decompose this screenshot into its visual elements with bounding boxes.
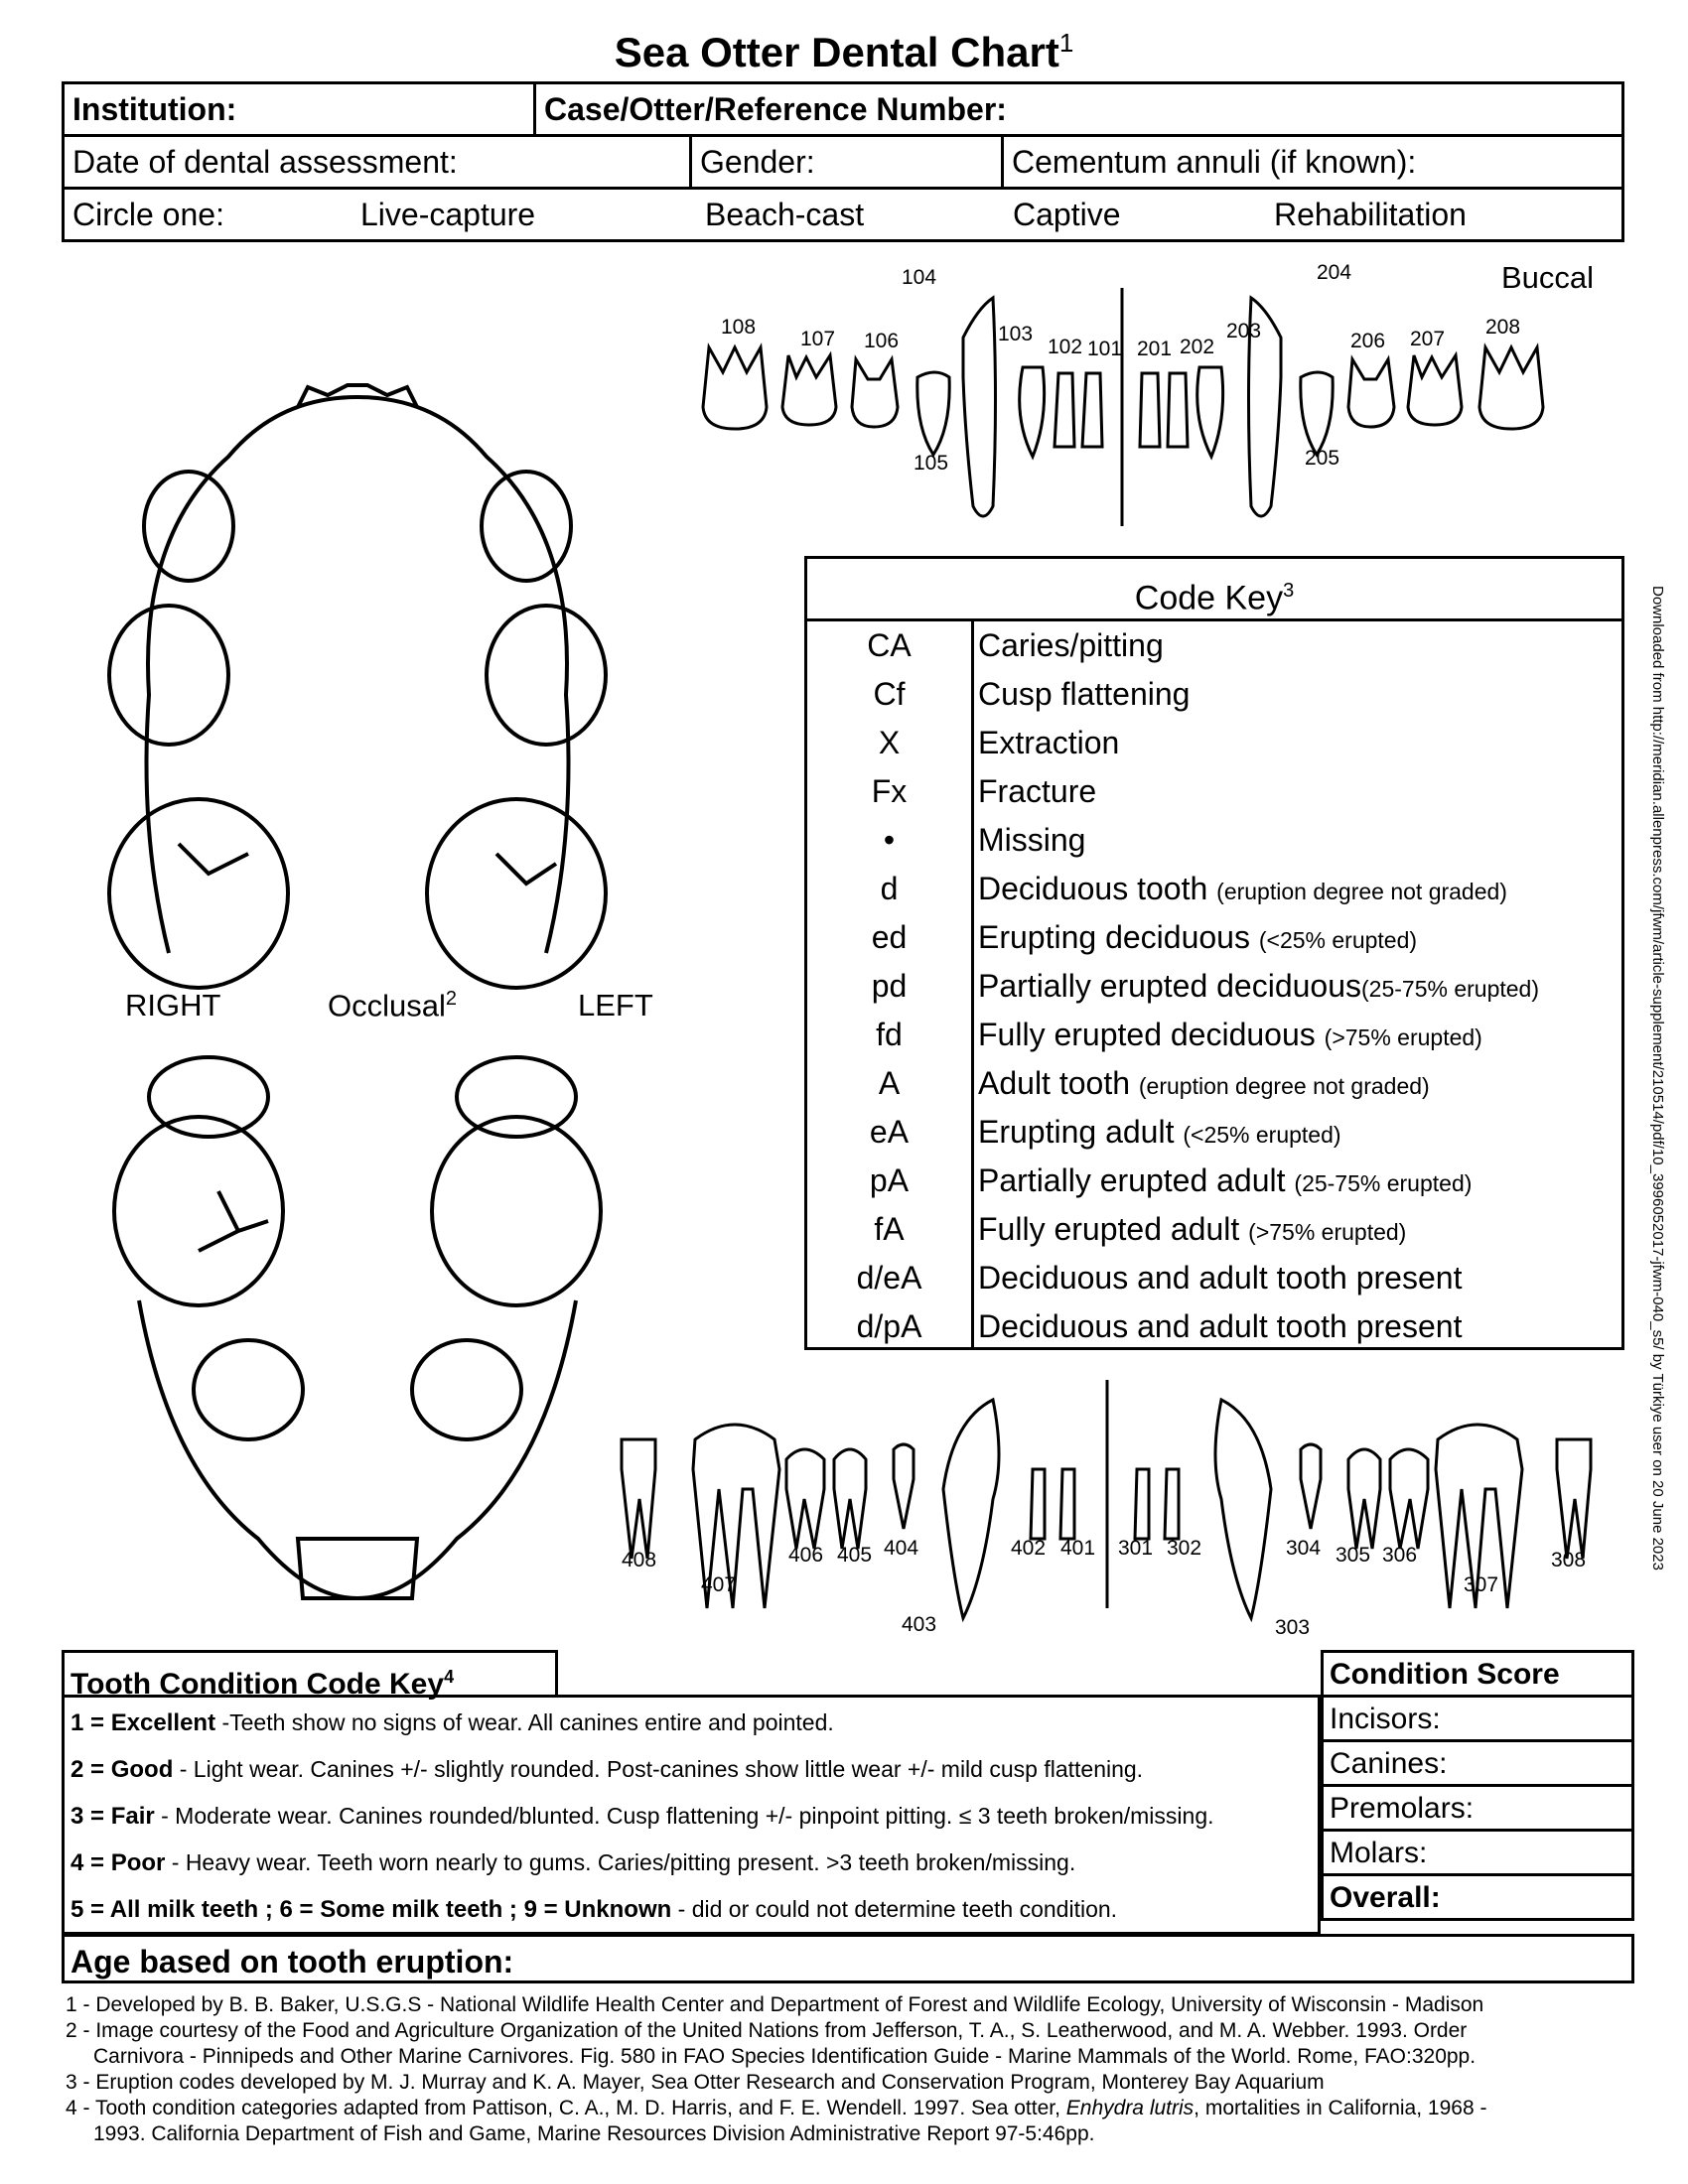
condition-score-table <box>1321 1650 1634 1921</box>
tooth-407: 407 <box>701 1573 737 1596</box>
page-title: Sea Otter Dental Chart$^1$ <box>614 28 1074 75</box>
tooth-103: 103 <box>998 323 1034 345</box>
header-row-1 <box>62 81 1624 137</box>
code-row: d Deciduous tooth (eruption degree not graded) <box>880 871 1507 906</box>
code-row: A Adult tooth (eruption degree not graded) <box>878 1065 1430 1101</box>
tooth-405: 405 <box>837 1544 873 1567</box>
code-row: d/eA Deciduous and adult tooth present <box>856 1260 1463 1296</box>
footnote-4-cont: 1993. California Department of Fish and Game, Marine Resources Division Administrative Report 97-5:46pp. <box>93 2122 1095 2145</box>
condition-line: 2 = Good - Light wear. Canines +/- slightly rounded. Post-canines show little wear +/- mild cusp flattening. <box>70 1756 1144 1783</box>
code-row: CA Caries/pitting <box>867 627 1164 663</box>
option-beach-cast[interactable]: Beach-cast <box>705 197 865 232</box>
circle-one-label: Circle one: <box>72 197 224 232</box>
tooth-condition-body <box>62 1695 1321 1935</box>
tooth-401: 401 <box>1060 1537 1096 1560</box>
age-field[interactable]: Age based on tooth eruption: <box>62 1934 1634 1983</box>
tooth-204: 204 <box>1317 261 1352 284</box>
tooth-305: 305 <box>1336 1544 1371 1567</box>
code-key-table <box>804 556 1624 1350</box>
header-form <box>62 81 1624 242</box>
tooth-201: 201 <box>1137 338 1173 360</box>
tooth-303: 303 <box>1275 1616 1311 1639</box>
header-row-2 <box>62 134 1624 190</box>
tooth-302: 302 <box>1167 1537 1202 1560</box>
header-row-3 <box>62 187 1624 242</box>
premolars-score-field[interactable]: Premolars: <box>1321 1784 1634 1832</box>
condition-line: 1 = Excellent -Teeth show no signs of wear. All canines entire and pointed. <box>70 1709 834 1736</box>
code-row: pA Partially erupted adult (25-75% erupted) <box>869 1162 1473 1198</box>
date-field[interactable]: Date of dental assessment: <box>72 144 458 180</box>
footnote-1: 1 - Developed by B. B. Baker, U.S.G.S - National Wildlife Health Center and Department of Forest and Wildlife Ecology, University of Wisconsin - Madison <box>66 1993 1484 2016</box>
tooth-101: 101 <box>1087 338 1123 360</box>
case-number-field[interactable]: Case/Otter/Reference Number: <box>544 91 1007 127</box>
tooth-108: 108 <box>721 316 757 339</box>
code-row: Fx Fracture <box>871 773 1097 809</box>
code-row: ed Erupting deciduous (<25% erupted) <box>871 919 1418 955</box>
tooth-107: 107 <box>800 328 836 350</box>
code-row: Cf Cusp flattening <box>873 676 1191 712</box>
option-rehabilitation[interactable]: Rehabilitation <box>1274 197 1467 232</box>
tooth-402: 402 <box>1011 1537 1047 1560</box>
code-row: d/pA Deciduous and adult tooth present <box>856 1308 1463 1344</box>
tooth-207: 207 <box>1410 328 1446 350</box>
tooth-102: 102 <box>1048 336 1083 358</box>
tooth-304: 304 <box>1286 1537 1322 1560</box>
option-live-capture[interactable]: Live-capture <box>360 197 536 232</box>
code-row: fA Fully erupted adult (>75% erupted) <box>874 1211 1407 1247</box>
incisors-score-field[interactable]: Incisors: <box>1321 1695 1634 1742</box>
condition-line: 5 = All milk teeth ; 6 = Some milk teeth ; 9 = Unknown - did or could not determine teeth condition. <box>70 1896 1118 1923</box>
tooth-205: 205 <box>1305 447 1340 470</box>
tooth-206: 206 <box>1350 330 1386 352</box>
tooth-301: 301 <box>1118 1537 1154 1560</box>
tooth-307: 307 <box>1464 1573 1499 1596</box>
tooth-203: 203 <box>1226 320 1262 342</box>
lower-teeth-drawing <box>616 1380 1599 1628</box>
tooth-208: 208 <box>1485 316 1521 339</box>
left-label: LEFT <box>578 988 653 1023</box>
overall-score-field[interactable]: Overall: <box>1321 1873 1634 1921</box>
upper-teeth-drawing <box>695 278 1549 526</box>
footnote-2-cont: Carnivora - Pinnipeds and Other Marine Carnivores. Fig. 580 in FAO Species Identification Guide - Marine Mammals of the World. Rome, FAO:320pp. <box>93 2045 1477 2068</box>
tooth-403: 403 <box>902 1613 937 1636</box>
tooth-105: 105 <box>914 452 949 475</box>
condition-line: 4 = Poor - Heavy wear. Teeth worn nearly to gums. Caries/pitting present. >3 teeth broken/missing. <box>70 1849 1076 1876</box>
tooth-104: 104 <box>902 266 937 289</box>
code-row: fd Fully erupted deciduous (>75% erupted) <box>876 1017 1482 1052</box>
condition-line: 3 = Fair - Moderate wear. Canines rounded/blunted. Cusp flattening +/- pinpoint pitting. ≤ 3 teeth broken/missing. <box>70 1803 1214 1830</box>
tooth-condition-title: Tooth Condition Code Key$^4$ <box>62 1650 558 1698</box>
canines-score-field[interactable]: Canines: <box>1321 1739 1634 1787</box>
tooth-106: 106 <box>864 330 900 352</box>
condition-score-title: Condition Score <box>1321 1650 1634 1698</box>
tooth-308: 308 <box>1551 1549 1587 1571</box>
institution-field[interactable]: Institution: <box>72 91 237 127</box>
cementum-field[interactable]: Cementum annuli (if known): <box>1012 144 1417 180</box>
right-label: RIGHT <box>125 988 221 1023</box>
footnote-3: 3 - Eruption codes developed by M. J. Murray and K. A. Mayer, Sea Otter Research and Conservation Program, Monterey Bay Aquarium <box>66 2071 1325 2094</box>
tooth-306: 306 <box>1382 1544 1418 1567</box>
buccal-label: Buccal <box>1501 260 1595 295</box>
molars-score-field[interactable]: Molars: <box>1321 1829 1634 1876</box>
tooth-408: 408 <box>622 1549 657 1571</box>
option-captive[interactable]: Captive <box>1013 197 1121 232</box>
code-row: X Extraction <box>878 725 1120 760</box>
code-row: pd Partially erupted deciduous(25-75% erupted) <box>871 968 1540 1004</box>
code-key-title: Code Key$^3$ <box>807 559 1621 621</box>
code-row: eA Erupting adult (<25% erupted) <box>869 1114 1341 1150</box>
footnote-2: 2 - Image courtesy of the Food and Agriculture Organization of the United Nations from Jefferson, T. A., S. Leatherwood, and M. A. Webber. 1993. Order <box>66 2019 1468 2042</box>
gender-field[interactable]: Gender: <box>700 144 815 180</box>
tooth-404: 404 <box>884 1537 919 1560</box>
tooth-202: 202 <box>1180 336 1215 358</box>
code-row: • Missing <box>883 822 1086 858</box>
footnote-4: 4 - Tooth condition categories adapted from Pattison, C. A., M. D. Harris, and F. E. Wendell. 1997. Sea otter, Enhydra lutris, mortalities in California, 1968 - <box>66 2097 1487 2119</box>
tooth-406: 406 <box>788 1544 824 1567</box>
occlusal-label: Occlusal$^2$ <box>328 988 457 1024</box>
